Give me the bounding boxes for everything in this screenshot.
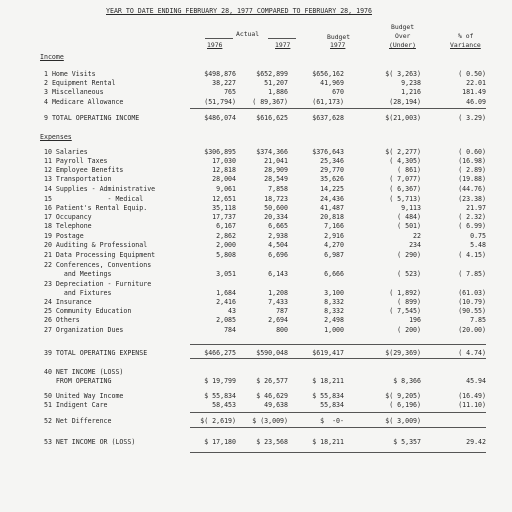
cell-1977: 6,696 [268,251,288,259]
row-label: 4 Medicare Allowance [44,98,124,106]
cell-1977: $ 26,577 [256,377,288,385]
cell-budget: 8,332 [324,298,344,306]
cell-1977: 7,858 [268,185,288,193]
cell-1976: (51,794) [204,98,236,106]
report-title: YEAR TO DATE ENDING FEBRUARY 28, 1977 COMPARED TO FEBRUARY 28, 1976 [106,7,372,15]
cell-1976: 6,167 [216,222,236,230]
row-label: 20 Auditing & Professional [44,241,148,249]
row-label: 53 NET INCOME OR (LOSS) [44,438,136,446]
expenses-section-label: Expenses [40,133,72,141]
cell-1977: 51,207 [264,79,288,87]
cell-variance: ( 4.15) [458,251,486,259]
row-label: FROM OPERATING [44,377,112,385]
cell-1976: 12,818 [212,166,236,174]
table-row [0,392,512,400]
row-label: 25 Community Education [44,307,132,315]
cell-over-under: ( 6,367) [389,185,421,193]
cell-1976: 2,085 [216,316,236,324]
cell-over-under: $( 3,263) [385,70,421,78]
table-row [0,195,512,203]
cell-1976: 2,862 [216,232,236,240]
cell-1977: 7,433 [268,298,288,306]
cell-1976: 784 [224,326,236,334]
cell-budget: $637,628 [312,114,344,122]
cell-budget: 6,666 [324,270,344,278]
cell-1976: 28,004 [212,175,236,183]
cell-budget: 8,332 [324,307,344,315]
col-1976-header: 1976 [207,41,223,49]
expense-subtotal-rule [190,344,486,345]
table-row [0,213,512,221]
cell-over-under: $ 5,357 [393,438,421,446]
cell-1976: 3,051 [216,270,236,278]
row-label: 1 Home Visits [44,70,96,78]
cell-budget: 35,626 [320,175,344,183]
cell-over-under: $(21,003) [385,114,421,122]
cell-over-under: ( 861) [397,166,421,174]
cell-variance: (61.03) [458,289,486,297]
cell-budget: 14,225 [320,185,344,193]
cell-budget: 41,487 [320,204,344,212]
cell-1976: 12,651 [212,195,236,203]
row-label: and Fixtures [44,289,112,297]
cell-over-under: ( 7,545) [389,307,421,315]
table-row [0,175,512,183]
cell-1976: 35,118 [212,204,236,212]
cell-over-under: 234 [409,241,421,249]
cell-over-under: ( 484) [397,213,421,221]
row-label: 11 Payroll Taxes [44,157,108,165]
cell-over-under: ( 523) [397,270,421,278]
cell-variance: (11.10) [458,401,486,409]
row-label: 19 Postage [44,232,84,240]
cell-budget: 1,000 [324,326,344,334]
table-row [0,438,512,446]
cell-1976: 38,227 [212,79,236,87]
table-row [0,98,512,106]
row-label: 50 United Way Income [44,392,124,400]
table-row [0,251,512,259]
cell-budget: 2,498 [324,316,344,324]
cell-1977: 20,334 [264,213,288,221]
cell-budget: $ 55,834 [312,392,344,400]
indigent-rule [190,412,486,413]
cell-over-under: ( 501) [397,222,421,230]
cell-budget: 24,436 [320,195,344,203]
cell-variance: (90.55) [458,307,486,315]
cell-1976: $466,275 [204,349,236,357]
row-label: 23 Depreciation - Furniture [44,280,152,288]
cell-over-under: ( 4,305) [389,157,421,165]
table-row [0,148,512,156]
cell-variance: 22.01 [466,79,486,87]
cell-variance: (44.76) [458,185,486,193]
cell-over-under: ( 1,892) [389,289,421,297]
expense-total-rule [190,358,486,359]
cell-budget: $376,643 [312,148,344,156]
cell-variance: 7.85 [470,316,486,324]
cell-1977: 28,549 [264,175,288,183]
row-label: 9 TOTAL OPERATING INCOME [44,114,140,122]
cell-variance: ( 0.50) [458,70,486,78]
cell-over-under: 22 [413,232,421,240]
cell-over-under: ( 6,196) [389,401,421,409]
over-header-3: (Under) [389,41,416,49]
cell-variance: ( 4.74) [458,349,486,357]
cell-1976: 17,737 [212,213,236,221]
cell-budget: 7,166 [324,222,344,230]
cell-over-under: ( 290) [397,251,421,259]
cell-1977: $590,048 [256,349,288,357]
cell-1977: 1,208 [268,289,288,297]
actual-header: Actual [236,30,260,38]
cell-1976: 9,061 [216,185,236,193]
over-header-2: Over [395,32,411,40]
row-label: 22 Conferences, Conventions [44,261,152,269]
cell-variance: ( 2.89) [458,166,486,174]
row-label: 17 Occupancy [44,213,92,221]
table-row [0,241,512,249]
budget-year-header: 1977 [330,41,346,49]
cell-1976: 58,453 [212,401,236,409]
cell-budget: 55,834 [320,401,344,409]
cell-variance: (19.88) [458,175,486,183]
table-row [0,261,512,269]
over-header-1: Budget [391,23,415,31]
cell-over-under: 1,216 [401,88,421,96]
cell-variance: 21.97 [466,204,486,212]
row-label: 21 Data Processing Equipment [44,251,156,259]
cell-1977: 49,638 [264,401,288,409]
row-label: and Meetings [44,270,112,278]
row-label: 24 Insurance [44,298,92,306]
cell-variance: (16.98) [458,157,486,165]
table-row [0,289,512,297]
cell-over-under: $( 9,205) [385,392,421,400]
cell-1977: $652,899 [256,70,288,78]
table-row [0,185,512,193]
cell-1976: $ 55,834 [204,392,236,400]
table-row [0,349,512,357]
cell-1977: 28,909 [264,166,288,174]
cell-variance: 0.75 [470,232,486,240]
cell-1976: $ 19,799 [204,377,236,385]
cell-over-under: ( 200) [397,326,421,334]
table-row [0,417,512,425]
cell-1977: 6,143 [268,270,288,278]
table-row [0,70,512,78]
table-row [0,307,512,315]
cell-1977: ( 89,367) [252,98,288,106]
cell-1976: 2,416 [216,298,236,306]
cell-variance: 181.49 [462,88,486,96]
table-row [0,222,512,230]
row-label: 27 Organization Dues [44,326,124,334]
cell-1976: 17,030 [212,157,236,165]
cell-budget: 6,987 [324,251,344,259]
cell-over-under: ( 5,713) [389,195,421,203]
cell-over-under: $( 2,277) [385,148,421,156]
cell-1977: 6,665 [268,222,288,230]
row-label: 39 TOTAL OPERATING EXPENSE [44,349,148,357]
table-row [0,326,512,334]
cell-budget: $656,162 [312,70,344,78]
cell-variance: 45.94 [466,377,486,385]
table-row [0,401,512,409]
cell-variance: (23.38) [458,195,486,203]
table-row [0,157,512,165]
cell-variance: 29.42 [466,438,486,446]
cell-variance: ( 3.29) [458,114,486,122]
cell-over-under: 196 [409,316,421,324]
income-subtotal-rule [190,108,486,109]
cell-variance: ( 2.32) [458,213,486,221]
final-rule [190,452,486,453]
row-label: 14 Supplies - Administrative [44,185,156,193]
cell-over-under: ( 7,077) [389,175,421,183]
cell-budget: 25,346 [320,157,344,165]
cell-1977: 21,041 [264,157,288,165]
cell-over-under: $ 8,366 [393,377,421,385]
row-label: 3 Miscellaneous [44,88,104,96]
cell-1977: 1,886 [268,88,288,96]
table-row [0,377,512,385]
cell-1977: $374,366 [256,148,288,156]
table-row [0,114,512,122]
row-label: 51 Indigent Care [44,401,108,409]
cell-variance: ( 6.99) [458,222,486,230]
cell-1977: 18,723 [264,195,288,203]
cell-variance: (16.49) [458,392,486,400]
variance-header-2: Variance [450,41,481,49]
cell-1976: 2,000 [216,241,236,249]
cell-budget: 3,100 [324,289,344,297]
cell-1976: 5,808 [216,251,236,259]
cell-1976: 43 [228,307,236,315]
cell-1977: 800 [276,326,288,334]
table-row [0,280,512,288]
net-difference-rule [190,427,486,428]
table-row [0,298,512,306]
row-label: 12 Employee Benefits [44,166,124,174]
row-label: 52 Net Difference [44,417,112,425]
cell-over-under: $(29,369) [385,349,421,357]
table-row [0,166,512,174]
cell-1977: $ (3,009) [252,417,288,425]
table-row [0,232,512,240]
table-row [0,88,512,96]
cell-1977: 50,600 [264,204,288,212]
row-label: 16 Patient's Rental Equip. [44,204,148,212]
cell-1976: 765 [224,88,236,96]
cell-variance: 46.09 [466,98,486,106]
cell-budget: (61,173) [312,98,344,106]
cell-over-under: (28,194) [389,98,421,106]
actual-rule-right [268,38,296,39]
cell-variance: (20.00) [458,326,486,334]
cell-variance: (10.79) [458,298,486,306]
row-label: 15 - Medical [44,195,144,203]
income-section-label: Income [40,53,64,61]
table-row [0,316,512,324]
cell-budget: $ 18,211 [312,377,344,385]
table-row [0,270,512,278]
cell-variance: 5.48 [470,241,486,249]
table-row [0,79,512,87]
cell-1976: $ 17,180 [204,438,236,446]
cell-1977: 787 [276,307,288,315]
cell-budget: $ 18,211 [312,438,344,446]
table-row [0,204,512,212]
cell-1977: $ 23,568 [256,438,288,446]
cell-over-under: 9,238 [401,79,421,87]
variance-header-1: % of [458,32,474,40]
cell-over-under: 9,113 [401,204,421,212]
cell-over-under: $( 3,009) [385,417,421,425]
cell-budget: $619,417 [312,349,344,357]
cell-budget: $ -0- [320,417,344,425]
cell-budget: 20,818 [320,213,344,221]
row-label: 2 Equipment Rental [44,79,116,87]
cell-1977: $616,625 [256,114,288,122]
cell-1976: $486,074 [204,114,236,122]
cell-1976: $( 2,619) [200,417,236,425]
cell-budget: 29,770 [320,166,344,174]
cell-budget: 41,969 [320,79,344,87]
cell-1976: $306,895 [204,148,236,156]
actual-rule-left [205,38,233,39]
cell-1977: $ 46,629 [256,392,288,400]
cell-1976: 1,684 [216,289,236,297]
cell-1977: 4,504 [268,241,288,249]
col-1977-header: 1977 [275,41,291,49]
table-row [0,368,512,376]
cell-1977: 2,694 [268,316,288,324]
cell-budget: 4,270 [324,241,344,249]
row-label: 40 NET INCOME (LOSS) [44,368,124,376]
cell-over-under: ( 899) [397,298,421,306]
cell-variance: ( 7.85) [458,270,486,278]
row-label: 26 Others [44,316,80,324]
cell-budget: 670 [332,88,344,96]
cell-1976: $498,876 [204,70,236,78]
cell-variance: ( 0.60) [458,148,486,156]
cell-1977: 2,938 [268,232,288,240]
cell-budget: 2,916 [324,232,344,240]
row-label: 13 Transportation [44,175,112,183]
row-label: 10 Salaries [44,148,88,156]
row-label: 18 Telephone [44,222,92,230]
budget-header: Budget [327,33,351,41]
